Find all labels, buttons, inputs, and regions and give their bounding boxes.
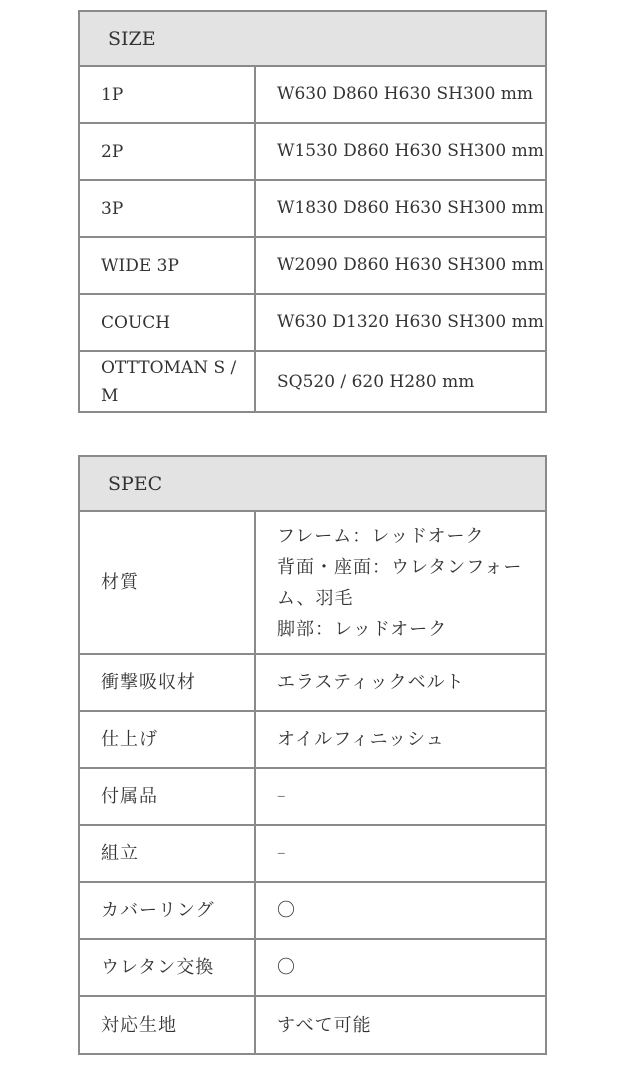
spec-value: 〇 (277, 957, 296, 978)
spec-label: ウレタン交換 (80, 940, 256, 995)
table-row (80, 238, 545, 295)
spec-value: エラスティックベルト (277, 672, 465, 693)
table-row (80, 769, 545, 826)
spec-table (78, 455, 547, 1055)
table-row (80, 181, 545, 238)
size-value: W2090 D860 H630 SH300 mm (277, 255, 544, 275)
table-row (80, 124, 545, 181)
spec-value: – (277, 786, 286, 806)
spec-value: オイルフィニッシュ (277, 729, 445, 750)
table-row (80, 67, 545, 124)
material-line: 背面・座面：ウレタンフォー (277, 556, 523, 578)
spec-label: カバーリング (80, 883, 256, 938)
table-row (80, 826, 545, 883)
size-label: COUCH (80, 295, 256, 350)
table-row (80, 352, 545, 412)
spec-value: 〇 (277, 900, 296, 921)
material-line: ム、羽毛 (277, 587, 354, 609)
spec-value: すべて可能 (277, 1015, 372, 1036)
spec-value: – (277, 843, 286, 863)
spec-label: 対応生地 (80, 997, 256, 1054)
size-table (78, 10, 547, 413)
size-label: WIDE 3P (80, 238, 256, 293)
spec-label: 衝撃吸収材 (80, 655, 256, 710)
spec-value-material (256, 512, 545, 653)
table-row (80, 940, 545, 997)
size-value: W1830 D860 H630 SH300 mm (277, 198, 544, 218)
table-row (80, 883, 545, 940)
spec-label: 組立 (80, 826, 256, 881)
size-label: 1P (80, 67, 256, 122)
size-value: SQ520 / 620 H280 mm (277, 371, 475, 392)
size-label: 3P (80, 181, 256, 236)
material-line: フレーム：レッドオーク (277, 525, 485, 547)
size-label: 2P (80, 124, 256, 179)
size-value: W630 D1320 H630 SH300 mm (277, 312, 544, 332)
size-value: W1530 D860 H630 SH300 mm (277, 141, 544, 161)
spec-label: 仕上げ (80, 712, 256, 767)
spec-label: 付属品 (80, 769, 256, 824)
spec-label: 材質 (80, 512, 256, 653)
table-row (80, 295, 545, 352)
size-table-header: SIZE (80, 12, 545, 67)
material-line: 脚部：レッドオーク (277, 618, 448, 640)
table-row (80, 655, 545, 712)
table-row (80, 997, 545, 1054)
size-value: W630 D860 H630 SH300 mm (277, 84, 534, 104)
size-label: OTTTOMAN S / M (80, 352, 256, 412)
table-row (80, 712, 545, 769)
table-row (80, 512, 545, 655)
spec-table-header: SPEC (80, 457, 545, 512)
